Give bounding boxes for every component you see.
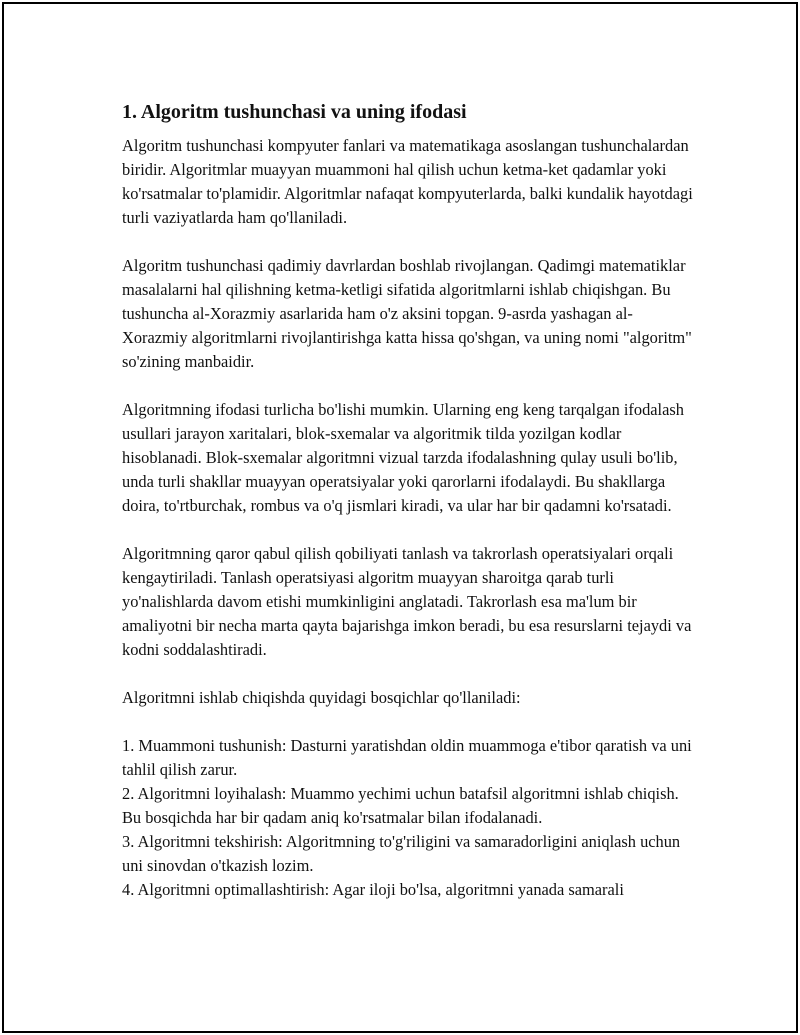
page-frame <box>2 2 798 1033</box>
list-item: 1. Muammoni tushunish: Dasturni yaratishdan oldin muammoga e'tibor qaratish va uni tahlil qilish zarur. <box>122 736 692 779</box>
list-item: 4. Algoritmni optimallashtirish: Agar iloji bo'lsa, algoritmni yanada samarali <box>122 880 624 899</box>
document-body <box>122 98 697 902</box>
paragraph-stages-intro: Algoritmni ishlab chiqishda quyidagi bosqichlar qo'llaniladi: <box>122 688 521 707</box>
stages-list <box>122 734 697 902</box>
list-item: 3. Algoritmni tekshirish: Algoritmning to'g'riligini va samaradorligini aniqlash uchun uni sinovdan o'tkazish lozim. <box>122 832 681 875</box>
paragraph-representation: Algoritmning ifodasi turlicha bo'lishi mumkin. Ularning eng keng tarqalgan ifodalash usullari jarayon xaritalari, blok-sxemalar va algoritmik tilda yozilgan kodlar hisoblanadi. Blok-sxemalar algoritmni vizual tarzda ifodalashning qulay usuli bo'lib, unda turli shakllar muayyan operatsiyalar yoki qarorlarni ifodalaydi. Bu shakllarga doira, to'rtburchak, rombus va o'q jismlari kiradi, va ular har bir qadamni ko'rsatadi. <box>122 400 684 515</box>
paragraph-definition: Algoritm tushunchasi kompyuter fanlari va matematikaga asoslangan tushunchalardan biridir. Algoritmlar muayyan muammoni hal qilish uchun ketma-ket qadamlar yoki ko'rsatmalar to'plamidir. Algoritmlar nafaqat kompyuterlarda, balki kundalik hayotdagi turli vaziyatlarda ham qo'llaniladi. <box>122 136 693 227</box>
document-title: 1. Algoritm tushunchasi va uning ifodasi <box>122 101 467 123</box>
paragraph-decision-making: Algoritmning qaror qabul qilish qobiliyati tanlash va takrorlash operatsiyalari orqali kengaytiriladi. Tanlash operatsiyasi algoritm muayyan sharoitga qarab turli yo'nalishlarda davom etishi mumkinligini anglatadi. Takrorlash esa ma'lum bir amaliyotni bir necha marta qayta bajarishga imkon beradi, bu esa resurslarni tejaydi va kodni soddalashtiradi. <box>122 544 692 659</box>
paragraph-history: Algoritm tushunchasi qadimiy davrlardan boshlab rivojlangan. Qadimgi matematiklar masalalarni hal qilishning ketma-ketligi sifatida algoritmlarni ishlab chiqishgan. Bu tushuncha al-Xorazmiy asarlarida ham o'z aksini topgan. 9-asrda yashagan al-Xorazmiy algoritmlarni rivojlantirishga katta hissa qo'shgan, va uning nomi "algoritm" so'zining manbaidir. <box>122 256 692 371</box>
list-item: 2. Algoritmni loyihalash: Muammo yechimi uchun batafsil algoritmni ishlab chiqish. Bu bosqichda har bir qadam aniq ko'rsatmalar bilan ifodalanadi. <box>122 784 679 827</box>
